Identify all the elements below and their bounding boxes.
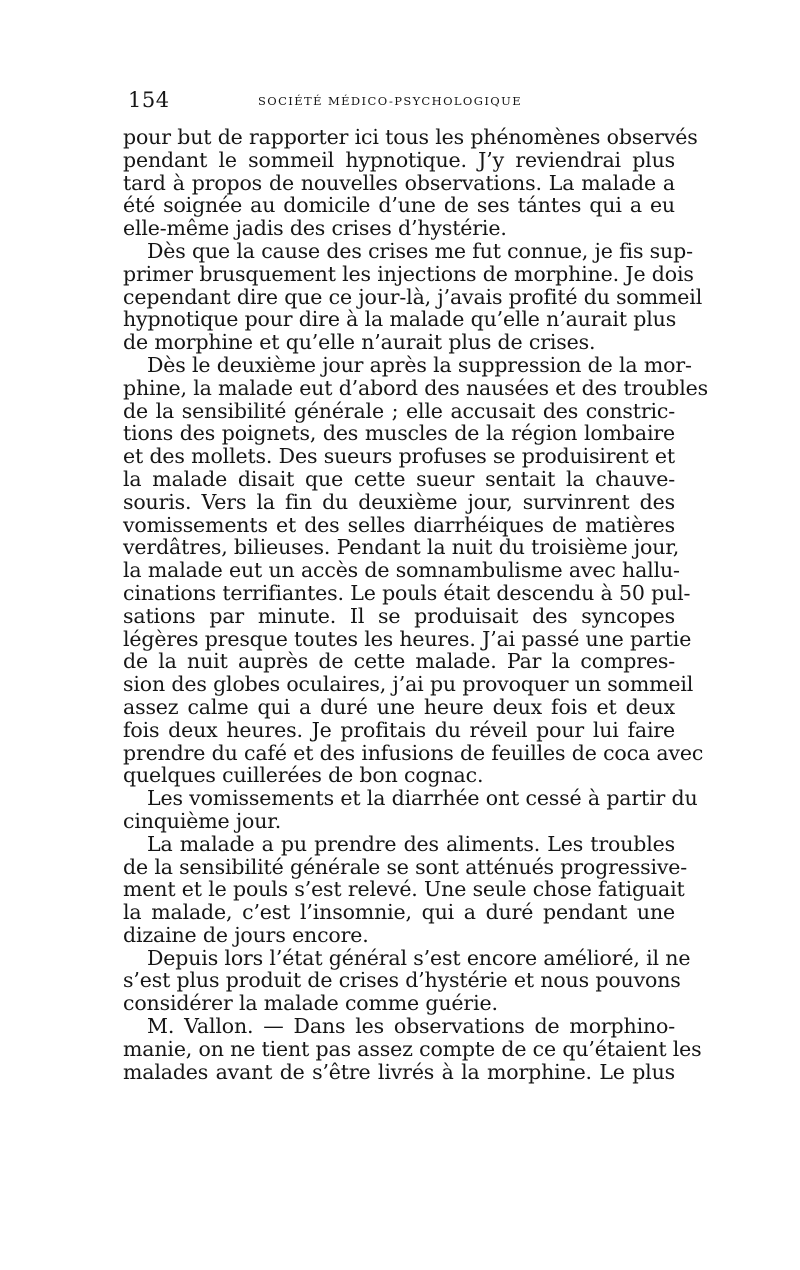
text-line: la malade disait que cette sueur sentait la chauve- (123, 466, 675, 491)
text-line: Depuis lors l’état général s’est encore amélioré, il ne (147, 945, 691, 970)
body-text (123, 125, 709, 1084)
text-line: dizaine de jours encore. (123, 922, 369, 947)
journal-title: SOCIÉTÉ MÉDICO-PSYCHOLOGIQUE (258, 94, 523, 108)
text-line: Les vomissements et la diarrhée ont cessé à partir du (147, 786, 698, 811)
text-line: pour but de rapporter ici tous les phénomènes observés (123, 125, 698, 149)
text-line: Dès le deuxième jour après la suppression de la mor- (147, 352, 692, 377)
text-line: légères presque toutes les heures. J’ai passé une partie (123, 626, 692, 651)
text-line: considérer la malade comme guérie. (123, 991, 498, 1016)
text-line: de morphine et qu’elle n’aurait plus de crises. (123, 330, 596, 355)
text-line: quelques cuillerées de bon cognac. (123, 763, 484, 788)
text-line: prendre du café et des infusions de feuilles de coca avec (123, 740, 704, 765)
text-line: de la sensibilité générale ; elle accusait des constric- (123, 398, 675, 423)
text-line: manie, on ne tient pas assez compte de ce qu’étaient les (123, 1036, 702, 1061)
text-line: cinations terrifiantes. Le pouls était descendu à 50 pul- (123, 580, 691, 605)
text-line: sion des globes oculaires, j’ai pu provoquer un sommeil (123, 672, 694, 697)
text-line: primer brusquement les injections de morphine. Je dois (123, 261, 694, 286)
text-line: phine, la malade eut d’abord des nausées et des troubles (123, 375, 709, 400)
text-line: s’est plus produit de crises d’hystérie et nous pouvons (123, 968, 681, 993)
running-head (126, 88, 676, 118)
text-line: sations par minute. Il se produisait des syncopes (123, 603, 675, 628)
text-line: assez calme qui a duré une heure deux fois et deux (123, 694, 675, 719)
text-line: hypnotique pour dire à la malade qu’elle n’aurait plus (123, 307, 677, 332)
text-line: et des mollets. Des sueurs profuses se produisirent et (123, 444, 675, 469)
text-line: malades avant de s’être livrés à la morphine. Le plus (123, 1059, 675, 1084)
text-line: tions des poignets, des muscles de la région lombaire (123, 421, 675, 446)
text-line: elle-même jadis des crises d’hystérie. (123, 216, 507, 241)
text-line: Dès que la cause des crises me fut connue, je fis sup- (147, 238, 693, 263)
text-line: la malade eut un accès de somnambulisme avec hallu- (123, 558, 680, 583)
text-line: cependant dire que ce jour-là, j’avais profité du sommeil (123, 284, 703, 309)
text-line: verdâtres, bilieuses. Pendant la nuit du troisième jour, (123, 535, 680, 560)
text-line: La malade a pu prendre des aliments. Les troubles (147, 831, 675, 856)
page-number: 154 (128, 88, 170, 112)
text-line: vomissements et des selles diarrhéiques de matières (123, 512, 675, 537)
text-line: M. Vallon. — Dans les observations de morphino- (147, 1014, 675, 1039)
text-line: cinquième jour. (123, 808, 282, 833)
text-line: souris. Vers la fin du deuxième jour, survinrent des (123, 489, 675, 514)
text-line: la malade, c’est l’insomnie, qui a duré pendant une (123, 900, 675, 925)
text-line: ment et le pouls s’est relevé. Une seule chose fatiguait (123, 877, 685, 902)
text-line: tard à propos de nouvelles observations. La malade a (123, 170, 675, 195)
text-line: de la nuit auprès de cette malade. Par la compres- (123, 649, 675, 674)
text-line: de la sensibilité générale se sont atténués progressive- (123, 854, 688, 879)
text-line: pendant le sommeil hypnotique. J’y reviendrai plus (123, 147, 675, 172)
text-line: été soignée au domicile d’une de ses tántes qui a eu (123, 193, 675, 218)
text-line: fois deux heures. Je profitais du réveil pour lui faire (123, 717, 675, 742)
